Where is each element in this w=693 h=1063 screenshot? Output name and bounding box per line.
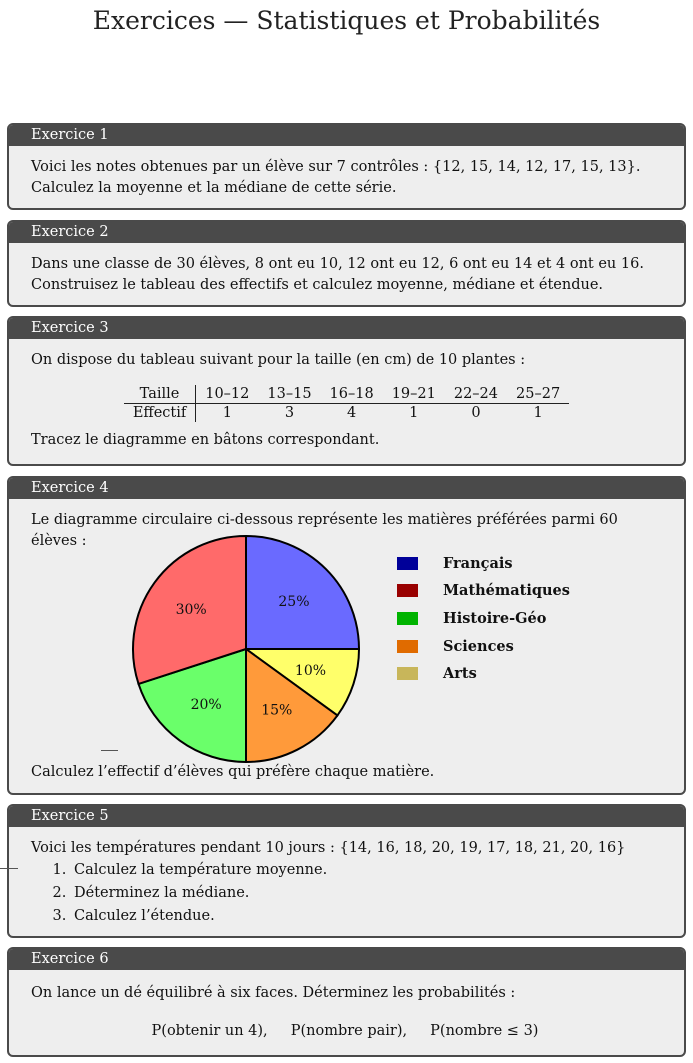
pie-chart	[121, 524, 371, 774]
exercise-4-box	[7, 476, 686, 795]
list-item: 2. Déterminez la médiane.	[71, 882, 662, 905]
legend-item	[397, 638, 514, 655]
list-item: 3. Calculez l’étendue.	[71, 905, 662, 928]
exercise-2-box	[7, 220, 686, 307]
exercise-2-line-1: Dans une classe de 30 élèves, 8 ont eu 10, 12 ont eu 12, 6 ont eu 14 et 4 ont eu 16.	[31, 256, 644, 272]
exercise-5-box	[7, 804, 686, 938]
exercise-5-intro: Voici les températures pendant 10 jours : {14, 16, 18, 20, 19, 17, 18, 21, 20, 16}	[31, 840, 626, 856]
exercise-4-intro: Le diagramme circulaire ci-dessous représente les matières préférées parmi 60 élèves :	[31, 512, 618, 549]
legend-label: Sciences	[443, 638, 514, 655]
exercise-3-outro: Tracez le diagramme en bâtons correspondant.	[31, 432, 380, 448]
table-cell: 1	[533, 405, 543, 421]
probability-3: P(nombre ≤ 3)	[430, 1023, 539, 1039]
table-cell: 10–12	[196, 385, 259, 404]
probability-2: P(nombre pair),	[290, 1023, 408, 1039]
exercise-6-heading: Exercice 6	[9, 949, 684, 970]
table-cell: 16–18	[321, 385, 383, 404]
exercise-5-heading: Exercice 5	[9, 806, 684, 827]
table-cell: 1	[222, 405, 232, 421]
question-list	[31, 859, 662, 928]
table-cell: 0	[471, 405, 481, 421]
legend-swatch	[397, 640, 418, 653]
legend-item	[397, 610, 546, 627]
exercise-4-outro: Calculez l’effectif d’élèves qui préfère chaque matière.	[31, 764, 435, 780]
pie-slice-label: 10%	[294, 662, 327, 679]
legend-swatch	[397, 584, 418, 597]
table-cell: 4	[347, 405, 357, 421]
exercise-2-line-2: Construisez le tableau des effectifs et calculez moyenne, médiane et étendue.	[31, 277, 604, 293]
legend-label: Français	[443, 555, 513, 572]
legend-item	[397, 555, 513, 572]
legend-swatch	[397, 667, 418, 680]
table-cell: 19–21	[383, 385, 445, 404]
legend-item	[397, 582, 570, 599]
table-cell: 25–27	[507, 385, 569, 404]
pie-slice-label: 15%	[261, 702, 293, 719]
legend-label: Histoire-Géo	[443, 610, 547, 627]
legend-label: Arts	[443, 665, 477, 682]
table-row-header-effectif: Effectif	[124, 404, 196, 423]
exercise-1-heading: Exercice 1	[9, 125, 684, 146]
frequency-table	[124, 385, 569, 422]
pie-slice-label: 20%	[190, 696, 222, 713]
table-cell: 3	[284, 405, 295, 421]
exercise-2-heading: Exercice 2	[9, 222, 684, 243]
exercise-1-box	[7, 123, 686, 210]
exercise-3-heading: Exercice 3	[9, 318, 684, 339]
page-title: Exercices — Statistiques et Probabilités	[92, 6, 601, 35]
pie-slice	[246, 536, 359, 649]
probability-1: P(obtenir un 4),	[151, 1023, 268, 1039]
exercise-3-intro: On dispose du tableau suivant pour la taille (en cm) de 10 plantes :	[31, 352, 526, 368]
table-cell: 13–15	[258, 385, 320, 404]
legend-swatch	[397, 612, 418, 625]
pie-slice-label: 25%	[278, 594, 310, 611]
list-item: 1. Calculez la température moyenne.	[71, 859, 662, 882]
pie-slice-label: 30%	[175, 602, 207, 619]
exercise-3-box	[7, 316, 686, 466]
legend-item	[397, 665, 477, 682]
legend-label: Mathématiques	[443, 582, 570, 599]
margin-mark	[0, 868, 18, 869]
exercise-1-line-2: Calculez la moyenne et la médiane de cette série.	[31, 180, 397, 196]
probabilities-formula	[28, 1021, 662, 1042]
divider	[101, 750, 118, 751]
exercise-6-intro: On lance un dé équilibré à six faces. Déterminez les probabilités :	[31, 985, 516, 1001]
table-cell: 22–24	[445, 385, 507, 404]
exercise-6-box	[7, 947, 686, 1057]
table-row-header-taille: Taille	[124, 385, 196, 404]
table-cell: 1	[409, 405, 419, 421]
exercise-4-heading: Exercice 4	[9, 478, 684, 499]
exercise-1-line-1: Voici les notes obtenues par un élève sur 7 contrôles : {12, 15, 14, 12, 17, 15, 13}.	[31, 159, 641, 175]
legend-swatch	[397, 557, 418, 570]
